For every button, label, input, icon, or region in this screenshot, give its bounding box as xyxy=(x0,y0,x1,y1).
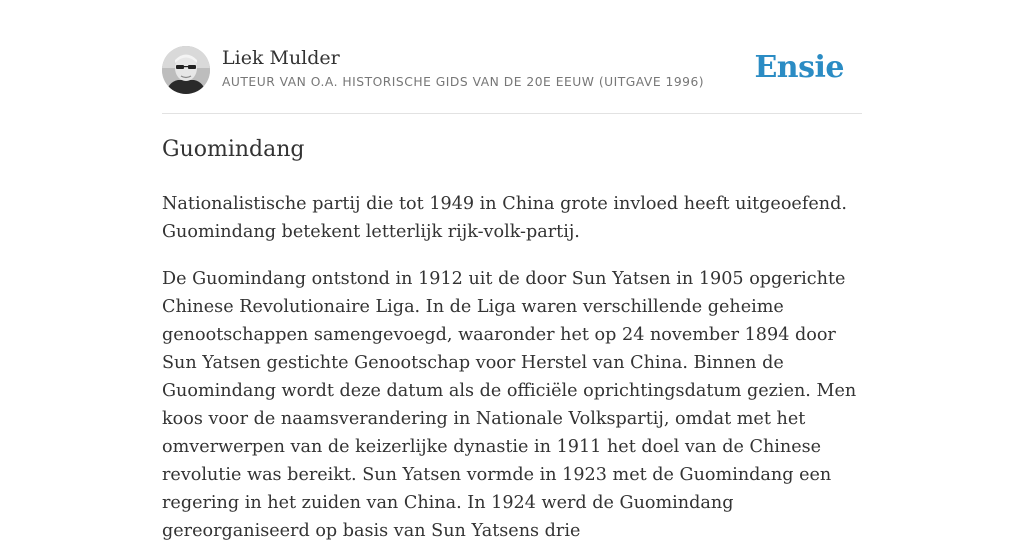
author-avatar[interactable] xyxy=(162,46,210,94)
brand-logo[interactable]: Ensie xyxy=(754,50,844,85)
author-header xyxy=(162,46,862,114)
article-paragraph-2: De Guomindang ontstond in 1912 uit de door Sun Yatsen in 1905 opgerichte Chinese Revolutionaire Liga. In de Liga waren verschillende geheime genootschappen samengevoegd, waaronder het op 24 november 1894 door Sun Yatsen gestichte Genootschap voor Herstel van China. Binnen de Guomindang wordt deze datum als de officiële oprichtingsdatum gezien. Men koos voor de naamsverandering in Nationale Volkspartij, omdat met het omverwerpen van de keizerlijke dynastie in 1911 het doel van de Chinese revolutie was bereikt. Sun Yatsen vormde in 1923 met de Guomindang een regering in het zuiden van China. In 1924 werd de Guomindang gereorganiseerd op basis van Sun Yatsens drie xyxy=(162,269,857,541)
author-name[interactable]: Liek Mulder xyxy=(222,47,340,69)
author-subtitle: AUTEUR VAN O.A. HISTORISCHE GIDS VAN DE 20E EEUW (UITGAVE 1996) xyxy=(222,75,705,89)
article-card xyxy=(162,46,862,541)
article-paragraph-1: Nationalistische partij die tot 1949 in China grote invloed heeft uitgeoefend. Guomindang betekent letterlijk rijk-volk-partij. xyxy=(162,194,847,242)
author-photo xyxy=(162,46,210,94)
article-title: Guomindang xyxy=(162,137,305,162)
